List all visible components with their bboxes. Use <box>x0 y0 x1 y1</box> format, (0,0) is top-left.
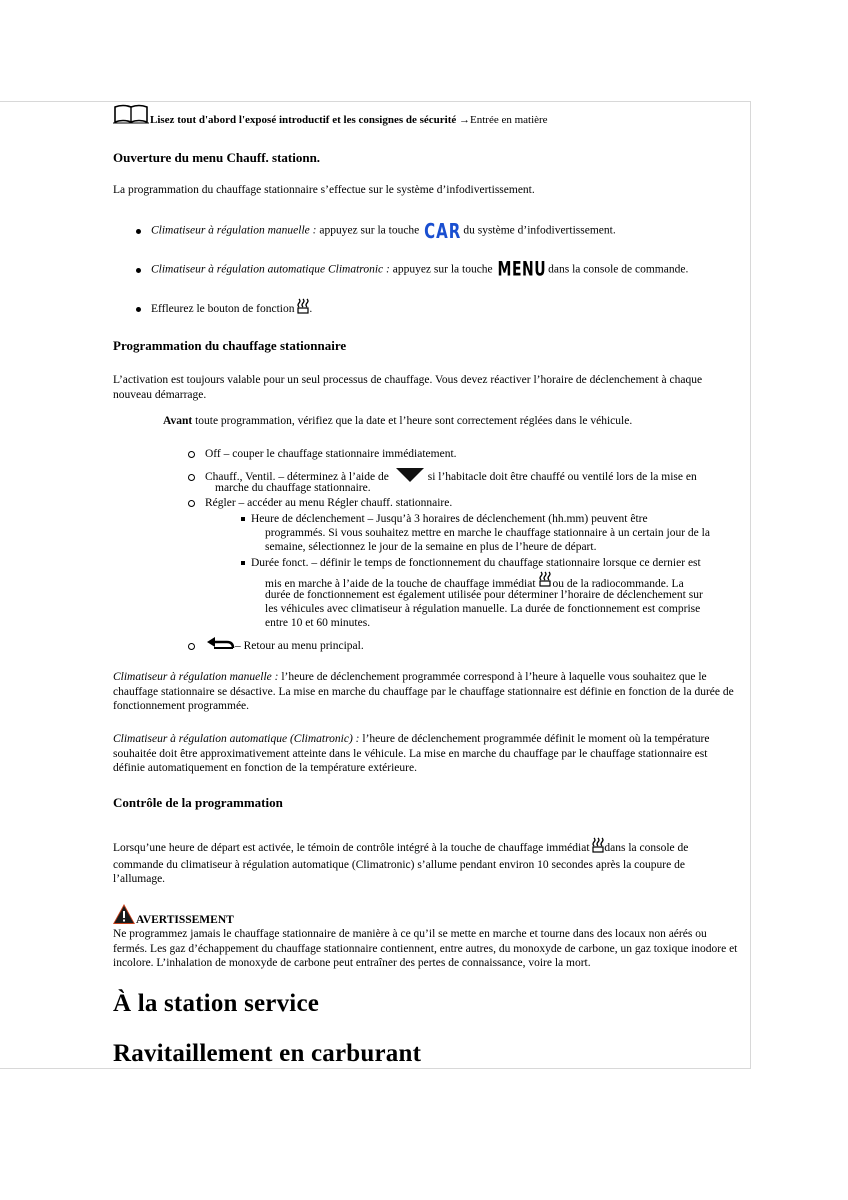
option-chauff: Chauff., Ventil. – déterminez à l’aide de <box>205 471 389 483</box>
sub-text: ou de la radiocommande. La <box>552 578 684 590</box>
bullet-text: du système d’infodivertissement. <box>463 224 616 237</box>
auto-paragraph <box>113 732 738 776</box>
book-icon <box>113 103 149 128</box>
bullet-italic: Climatiseur à régulation automatique Climatronic : <box>151 263 390 276</box>
manual-text: l’heure de déclenchement programmée correspond à l’heure à laquelle vous souhaitez que le chauffage stationnaire se désactive. La mise en marche du chauffage par le chauffage stationnaire est définie en fonction de la durée de fonctionnement programmée. <box>113 671 734 712</box>
sub-text: durée de fonctionnement est également utilisée pour déterminer l’horaire de déclenchement sur <box>265 589 703 601</box>
section3-paragraph <box>113 837 738 887</box>
section-title-ouverture: Ouverture du menu Chauff. stationn. <box>113 150 321 165</box>
option-regler: Régler – accéder au menu Régler chauff. stationnaire. <box>205 497 453 509</box>
note-line <box>163 414 632 429</box>
bullet-text: . <box>309 303 313 315</box>
sub-text: programmés. Si vous souhaitez mettre en marche le chauffage stationnaire à un certain jour de la <box>265 527 710 539</box>
heading-station-service: À la station service <box>113 990 320 1017</box>
manual-paragraph <box>113 670 738 714</box>
bullet-text: appuyez sur la touche <box>389 263 496 276</box>
circle-bullet-icon <box>188 451 195 458</box>
list-item <box>136 258 689 282</box>
bullet-icon <box>136 268 141 273</box>
triangle-down-icon <box>396 468 424 485</box>
sub-text: semaine, sélectionnez le jour de la semaine en plus de l’heure de départ. <box>265 541 597 553</box>
option-chauff-rest: si l’habitacle doit être chauffé ou ventilé lors de la mise en <box>427 471 697 483</box>
manual-italic: Climatiseur à régulation manuelle : <box>113 671 279 683</box>
bullet-text: appuyez sur la touche <box>316 224 423 237</box>
auto-text: l’heure de déclenchement programmée définit le moment où la température souhaitée doit être approximativement atteinte dans le véhicule. La mise en marche du chauffage par le chauffage stationnaire est définie automatiquement en fonction de la température extérieure. <box>113 733 710 774</box>
section3-text: Lorsqu’une heure de départ est activée, le témoin de contrôle intégré à la touche de chauffage immédiat <box>113 842 590 854</box>
heater-icon <box>297 298 309 317</box>
section-title-controle: Contrôle de la programmation <box>113 795 283 810</box>
square-bullet-icon <box>241 561 245 565</box>
warning-icon <box>112 903 136 928</box>
bullet-italic: Climatiseur à régulation manuelle : <box>151 224 317 237</box>
sub-text: Durée fonct. – définir le temps de fonctionnement du chauffage stationnaire lorsque ce dernier est <box>251 557 701 569</box>
circle-bullet-icon <box>188 474 195 481</box>
sub-text: mis en marche à l’aide de la touche de chauffage immédiat <box>265 578 536 590</box>
note-text: toute programmation, vérifiez que la date et l’heure sont correctement réglées dans le véhicule. <box>192 415 633 427</box>
square-bullet-icon <box>241 517 245 521</box>
back-arrow-icon <box>205 636 235 653</box>
option-retour: – Retour au menu principal. <box>235 640 364 652</box>
intro-bold: Lisez tout d'abord l'exposé introductif et les consignes de sécurité <box>150 114 457 126</box>
bullet-icon <box>136 307 141 312</box>
circle-bullet-icon <box>188 500 195 507</box>
sub-list-item <box>241 512 648 527</box>
list-item <box>188 448 457 460</box>
bullet-text: Effleurez le bouton de fonction <box>151 303 298 315</box>
warning-title: AVERTISSEMENT <box>136 914 234 926</box>
sub-text: les véhicules avec climatiseur à régulation manuelle. La durée de fonctionnement est comprise <box>265 603 701 615</box>
warning-text: Ne programmez jamais le chauffage stationnaire de manière à ce qu’il se mette en marche et tourne dans des locaux non aérés ou fermés. Les gaz d’échappement du chauffage stationnaire contiennent, entre autres, du monoxyde de carbone, un gaz toxique inodore et incolore. L’inhalation de monoxyde de carbone peut entraîner des pertes de connaissance, voire la mort. <box>113 928 738 969</box>
auto-italic: Climatiseur à régulation automatique (Climatronic) : <box>113 733 360 745</box>
car-key-icon: CAR <box>424 218 462 244</box>
note-bold: Avant <box>163 415 193 427</box>
list-item <box>188 636 364 653</box>
section3-text: dans la console de commande du climatiseur à régulation automatique (Climatronic) s’allume pendant environ 10 secondes après la coupure de l’allumage. <box>113 842 689 885</box>
sub-text: entre 10 et 60 minutes. <box>265 617 371 629</box>
arrow-icon: → <box>459 114 470 126</box>
bullet-text: dans la console de commande. <box>548 263 689 276</box>
intro-line <box>150 114 548 126</box>
section1-paragraph: La programmation du chauffage stationnaire s’effectue sur le système d’infodivertissement. <box>113 184 535 196</box>
intro-link[interactable]: Entrée en matière <box>470 114 548 126</box>
list-item <box>136 218 616 244</box>
list-item <box>188 497 452 509</box>
circle-bullet-icon <box>188 643 195 650</box>
option-off: Off – couper le chauffage stationnaire immédiatement. <box>205 448 457 460</box>
heater-icon <box>592 837 604 858</box>
sub-list-item <box>241 556 701 571</box>
section-title-programmation: Programmation du chauffage stationnaire <box>113 338 347 353</box>
section2-paragraph: L’activation est toujours valable pour un seul processus de chauffage. Vous devez réactiver l’horaire de déclenchement à chaque nouveau démarrage. <box>113 374 703 401</box>
option-chauff-cont: marche du chauffage stationnaire. <box>215 482 371 494</box>
bullet-icon <box>136 229 141 234</box>
sub-text: Heure de déclenchement – Jusqu’à 3 horaires de déclenchement (hh.mm) peuvent être <box>251 513 648 525</box>
list-item <box>136 298 312 317</box>
menu-key-icon: MENU <box>497 258 547 282</box>
heading-ravitaillement: Ravitaillement en carburant <box>113 1040 422 1067</box>
